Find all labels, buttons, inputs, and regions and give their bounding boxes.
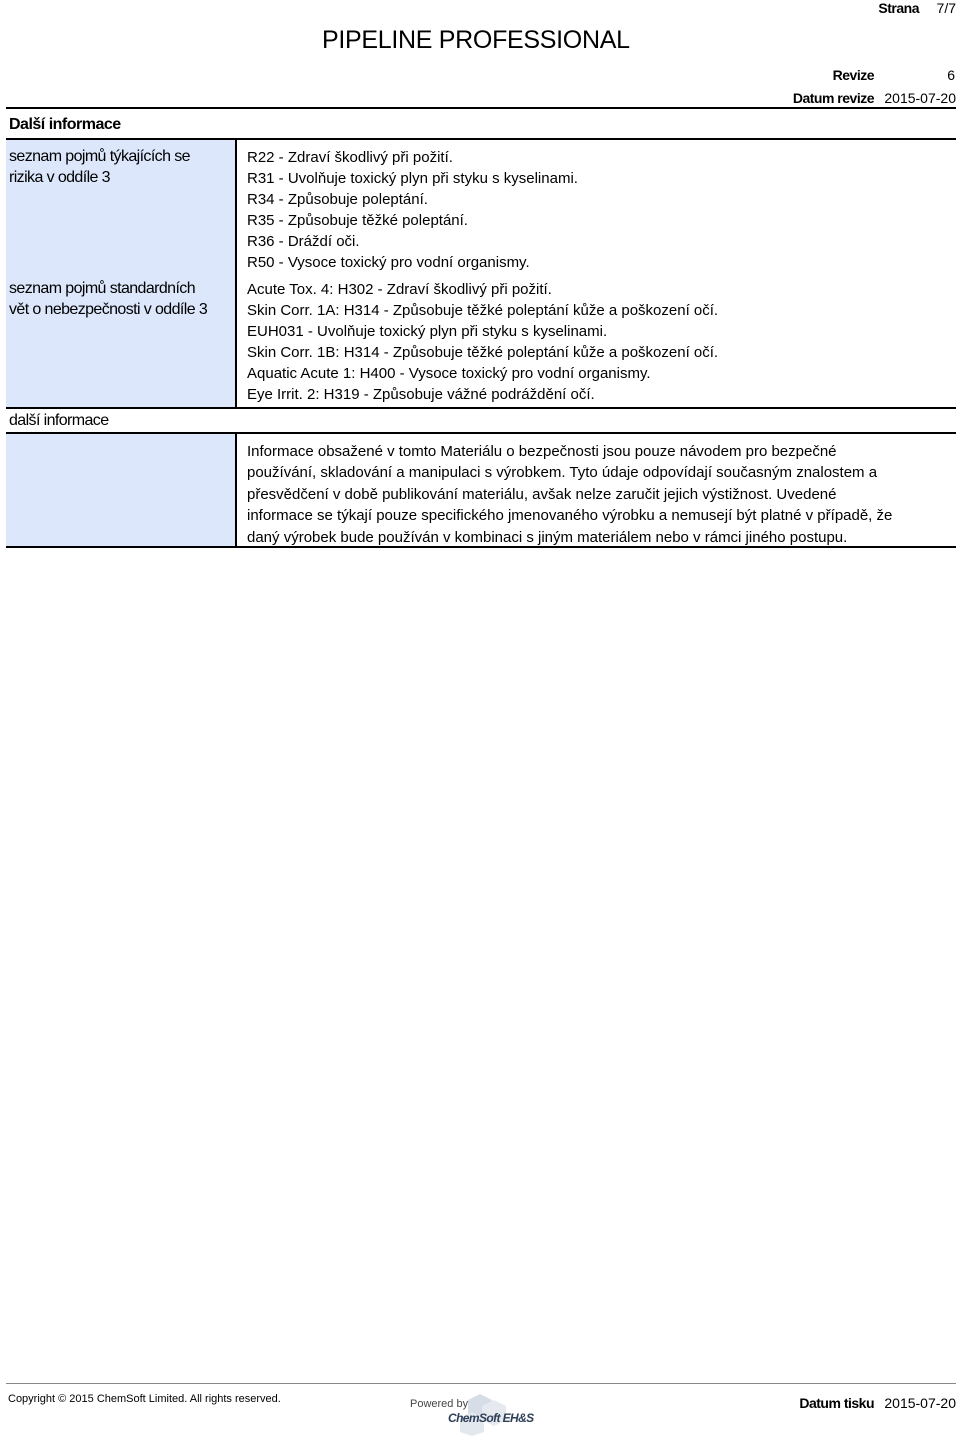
paragraph-line: Informace obsažené v tomto Materiálu o bezpečnosti jsou pouze návodem pro bezpečné [247, 443, 837, 460]
h-statements-label-line-2: vět o nebezpečnosti v oddíle 3 [9, 301, 208, 318]
h-statement-item: Skin Corr. 1A: H314 - Způsobuje těžké poleptání kůže a poškození očí. [247, 302, 719, 319]
h-statement-item: Acute Tox. 4: H302 - Zdraví škodlivý při požití. [247, 281, 552, 298]
column-divider-1 [235, 140, 237, 408]
h-statement-item: EUH031 - Uvolňuje toxický plyn při styku s kyselinami. [247, 323, 608, 340]
revision-number: 6 [947, 67, 955, 83]
r-phrase-item: R50 - Vysoce toxický pro vodní organismy. [247, 254, 530, 271]
header-rule [6, 107, 956, 109]
r-phrase-item: R35 - Způsobuje těžké poleptání. [247, 212, 468, 229]
r-phrase-item: R31 - Uvolňuje toxický plyn při styku s kyselinami. [247, 170, 578, 187]
h-statement-item: Skin Corr. 1B: H314 - Způsobuje těžké poleptání kůže a poškození očí. [247, 344, 719, 361]
powered-by-text: Powered by [410, 1398, 469, 1410]
copyright: Copyright © 2015 ChemSoft Limited. All rights reserved. [8, 1393, 281, 1405]
revision-label: Revize [832, 67, 874, 83]
r-phrases-label-line-1: seznam pojmů týkajících se [9, 148, 190, 165]
other-info-paragraph [247, 441, 952, 548]
section-bottom-rule [6, 546, 956, 548]
paragraph-line: informace se týkají pouze specifického jmenovaného výrobku a nemusejí být platné v případě, že [247, 507, 893, 525]
h-statements-label-line-1: seznam pojmů standardních [9, 280, 196, 297]
label-column-block-2 [6, 434, 235, 547]
r-phrase-item: R22 - Zdraví škodlivý při požití. [247, 149, 453, 166]
h-statement-item: Eye Irrit. 2: H319 - Způsobuje vážné podráždění očí. [247, 386, 595, 403]
footer-rule [6, 1383, 956, 1384]
revision-date: 2015-07-20 [884, 90, 956, 106]
section-title: Další informace [9, 116, 121, 133]
paragraph-line: přesvědčení v době publikování materiálu, avšak nelze zaručit jejich výstižnost. Uvedené [247, 485, 837, 503]
logo-wordmark: ChemSoft EH&S [448, 1411, 534, 1425]
page-label: Strana [878, 0, 919, 16]
print-date: 2015-07-20 [884, 1395, 956, 1411]
column-divider-2 [235, 434, 237, 547]
document-title: PIPELINE PROFESSIONAL [322, 26, 630, 54]
revision-date-label: Datum revize [792, 90, 874, 106]
r-phrases-label-line-2: rizika v oddíle 3 [9, 169, 110, 186]
r-phrase-item: R36 - Dráždí oči. [247, 233, 360, 250]
paragraph-line: daný výrobek bude používán v kombinaci s jiným materiálem nebo v rámci jiného postupu. [247, 528, 848, 546]
chemsoft-logo [410, 1392, 534, 1436]
print-date-label: Datum tisku [799, 1395, 874, 1411]
page-number: 7/7 [936, 0, 956, 16]
h-statement-item: Aquatic Acute 1: H400 - Vysoce toxický pro vodní organismy. [247, 365, 651, 382]
paragraph-line: používání, skladování a manipulaci s výrobkem. Tyto údaje odpovídají současným znalostem a [247, 464, 878, 482]
r-phrase-item: R34 - Způsobuje poleptání. [247, 191, 428, 208]
other-info-label: další informace [9, 412, 109, 429]
row-rule [6, 407, 956, 409]
